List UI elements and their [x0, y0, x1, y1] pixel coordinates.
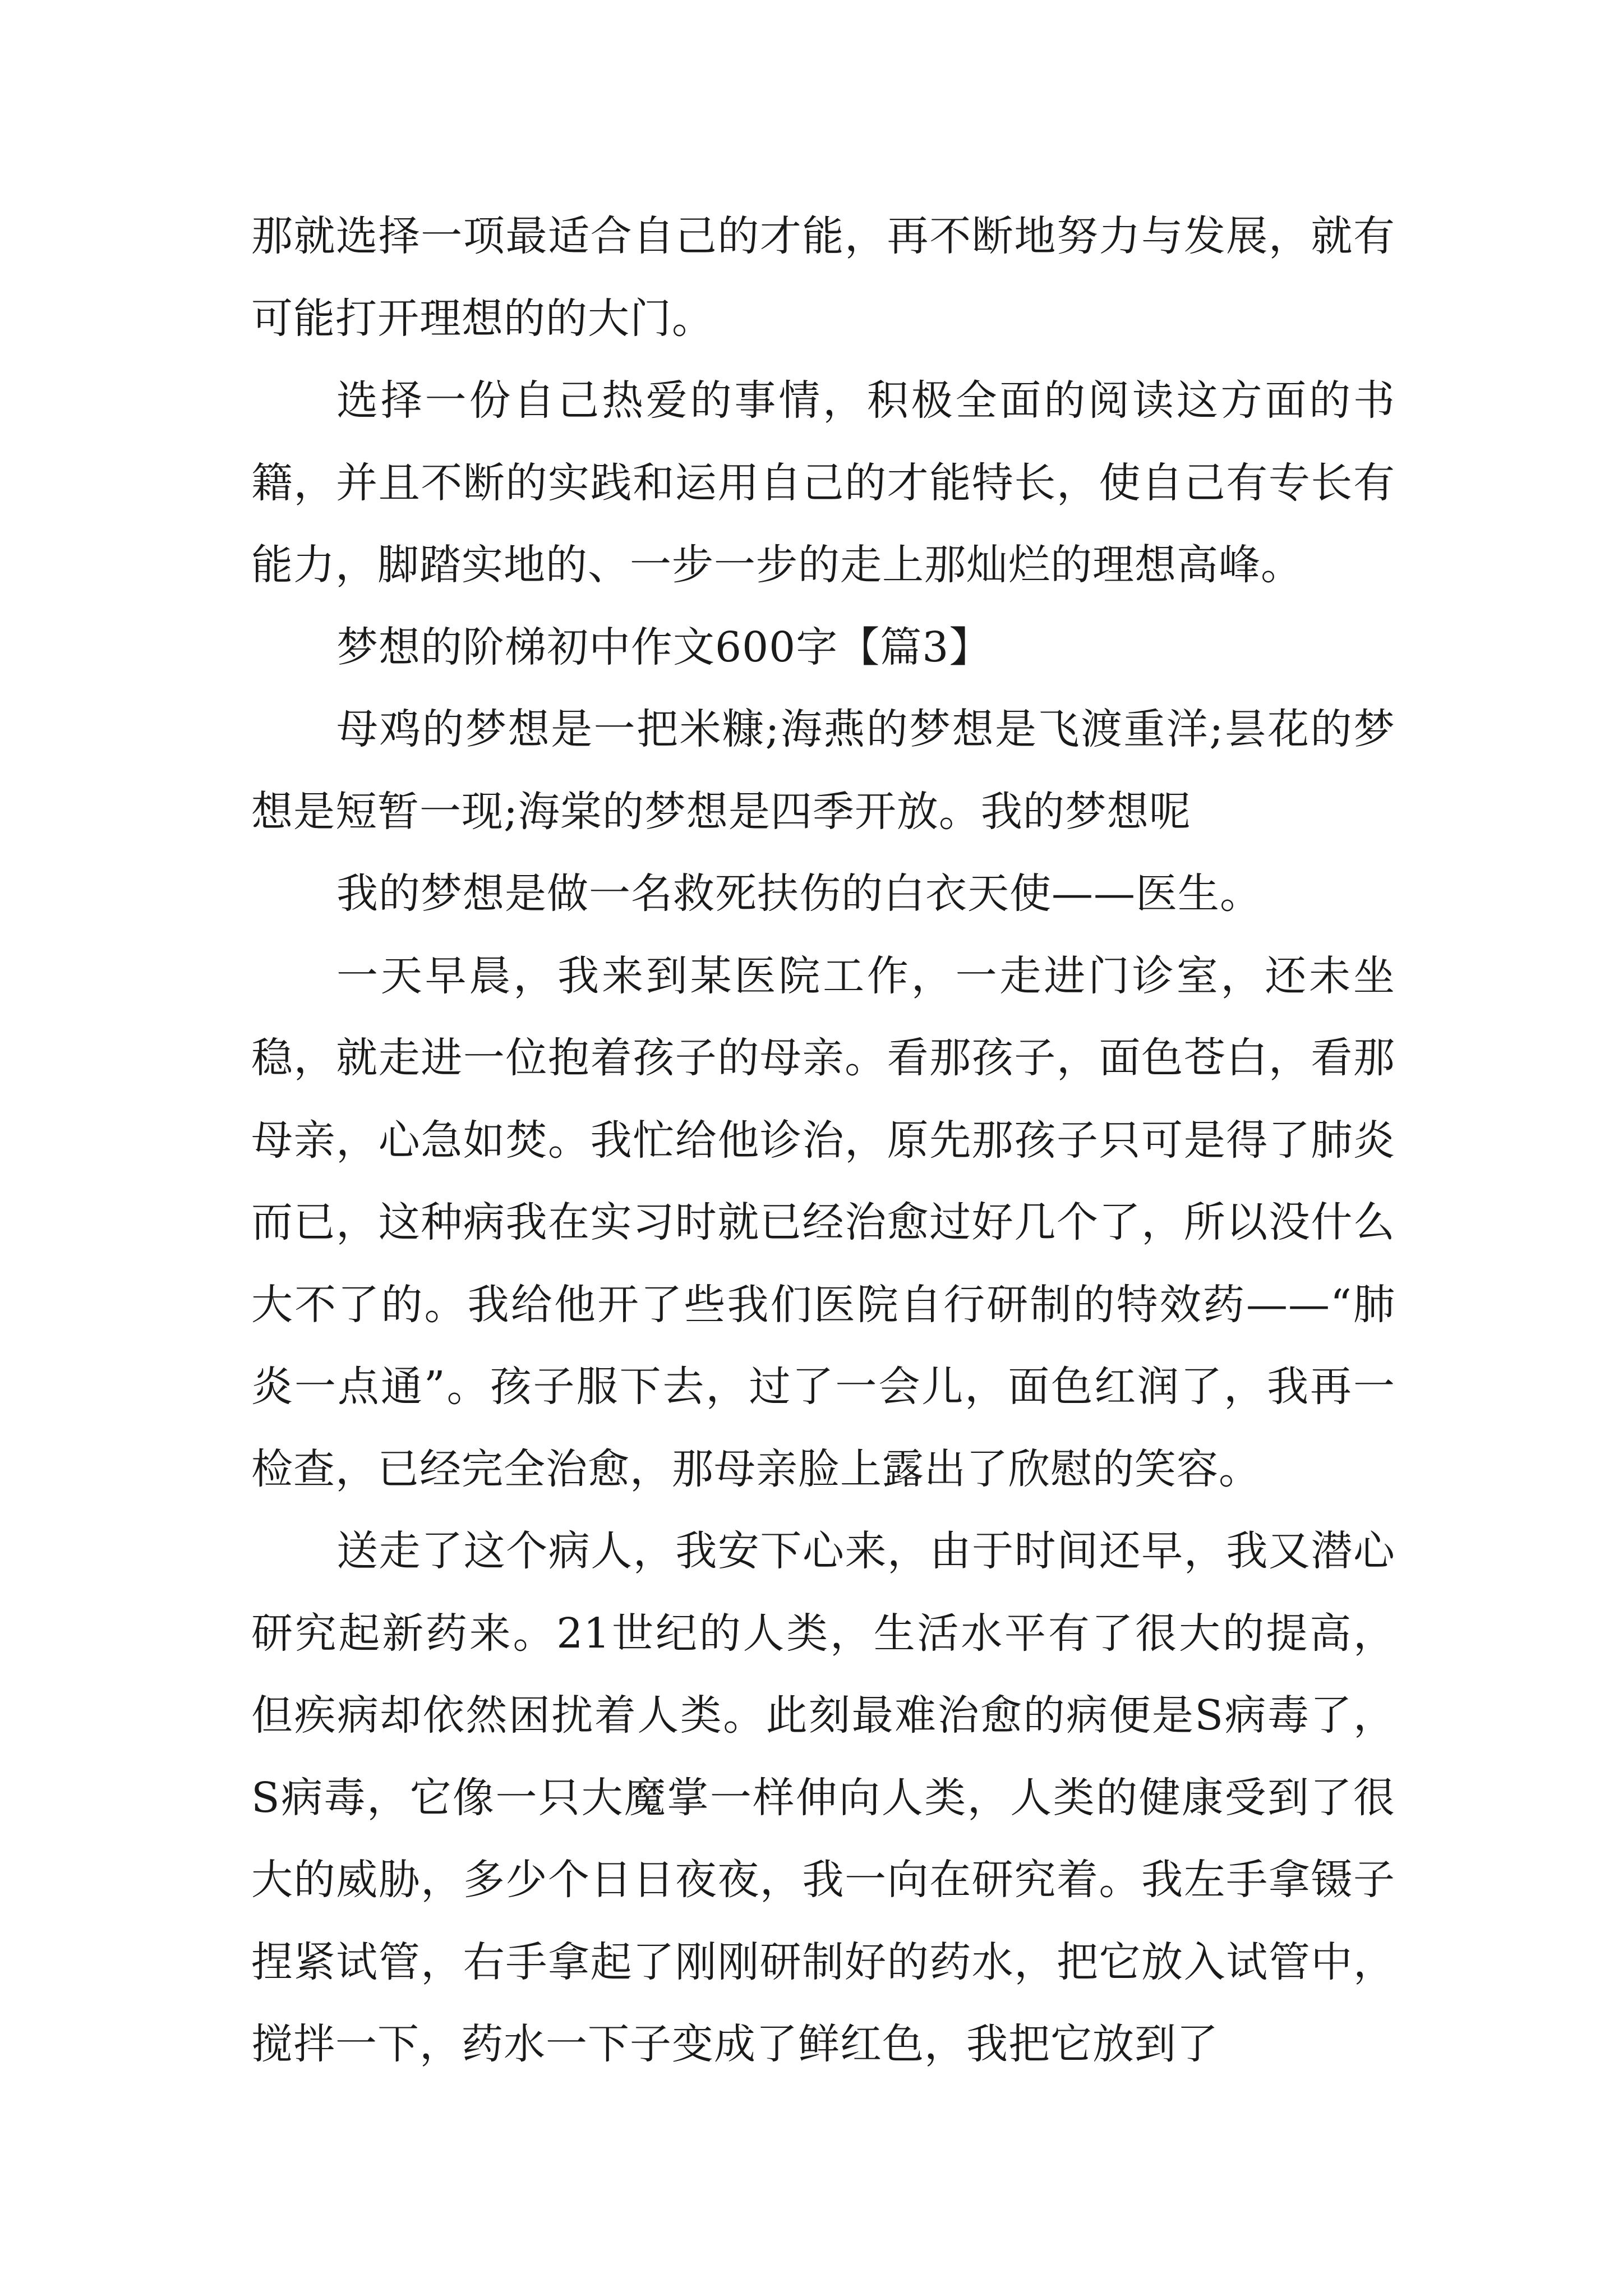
- paragraph-5: 一天早晨，我来到某医院工作，一走进门诊室，还未坐稳，就走进一位抱着孩子的母亲。看那孩子，面色苍白，看那母亲，心急如焚。我忙给他诊治，原先那孩子只可是得了肺炎而已，这种病我在实习时就已经治愈过好几个了，所以没什么大不了的。我给他开了些我们医院自行研制的特效药——“肺炎一点通”。孩子服下去，过了一会儿，面色红润了，我再一检查，已经完全治愈，那母亲脸上露出了欣慰的笑容。: [251, 951, 1395, 1493]
- section-heading: 梦想的阶梯初中作文600字【篇3】: [336, 623, 992, 671]
- paragraph-2: 选择一份自己热爱的事情，积极全面的阅读这方面的书籍，并且不断的实践和运用自己的才能特长，使自己有专长有能力，脚踏实地的、一步一步的走上那灿烂的理想高峰。: [251, 376, 1395, 589]
- paragraph-4: 我的梦想是做一名救死扶伤的白衣天使——医生。: [336, 869, 1262, 918]
- document-page: [251, 195, 1395, 2086]
- paragraph-3: 母鸡的梦想是一把米糠;海燕的梦想是飞渡重洋;昙花的梦想是短暂一现;海棠的梦想是四季开放。我的梦想呢: [251, 705, 1395, 836]
- paragraph-6: 送走了这个病人，我安下心来，由于时间还早，我又潜心研究起新药来。21世纪的人类，生活水平有了很大的提高，但疾病却依然困扰着人类。此刻最难治愈的病便是S病毒了，S病毒，它像一只大魔掌一样伸向人类，人类的健康受到了很大的威胁，多少个日日夜夜，我一向在研究着。我左手拿镊子捏紧试管，右手拿起了刚刚研制好的药水，把它放入试管中，搅拌一下，药水一下子变成了鲜红色，我把它放到了: [251, 1527, 1395, 2068]
- paragraph-1: 那就选择一项最适合自己的才能，再不断地努力与发展，就有可能打开理想的的大门。: [251, 212, 1395, 343]
